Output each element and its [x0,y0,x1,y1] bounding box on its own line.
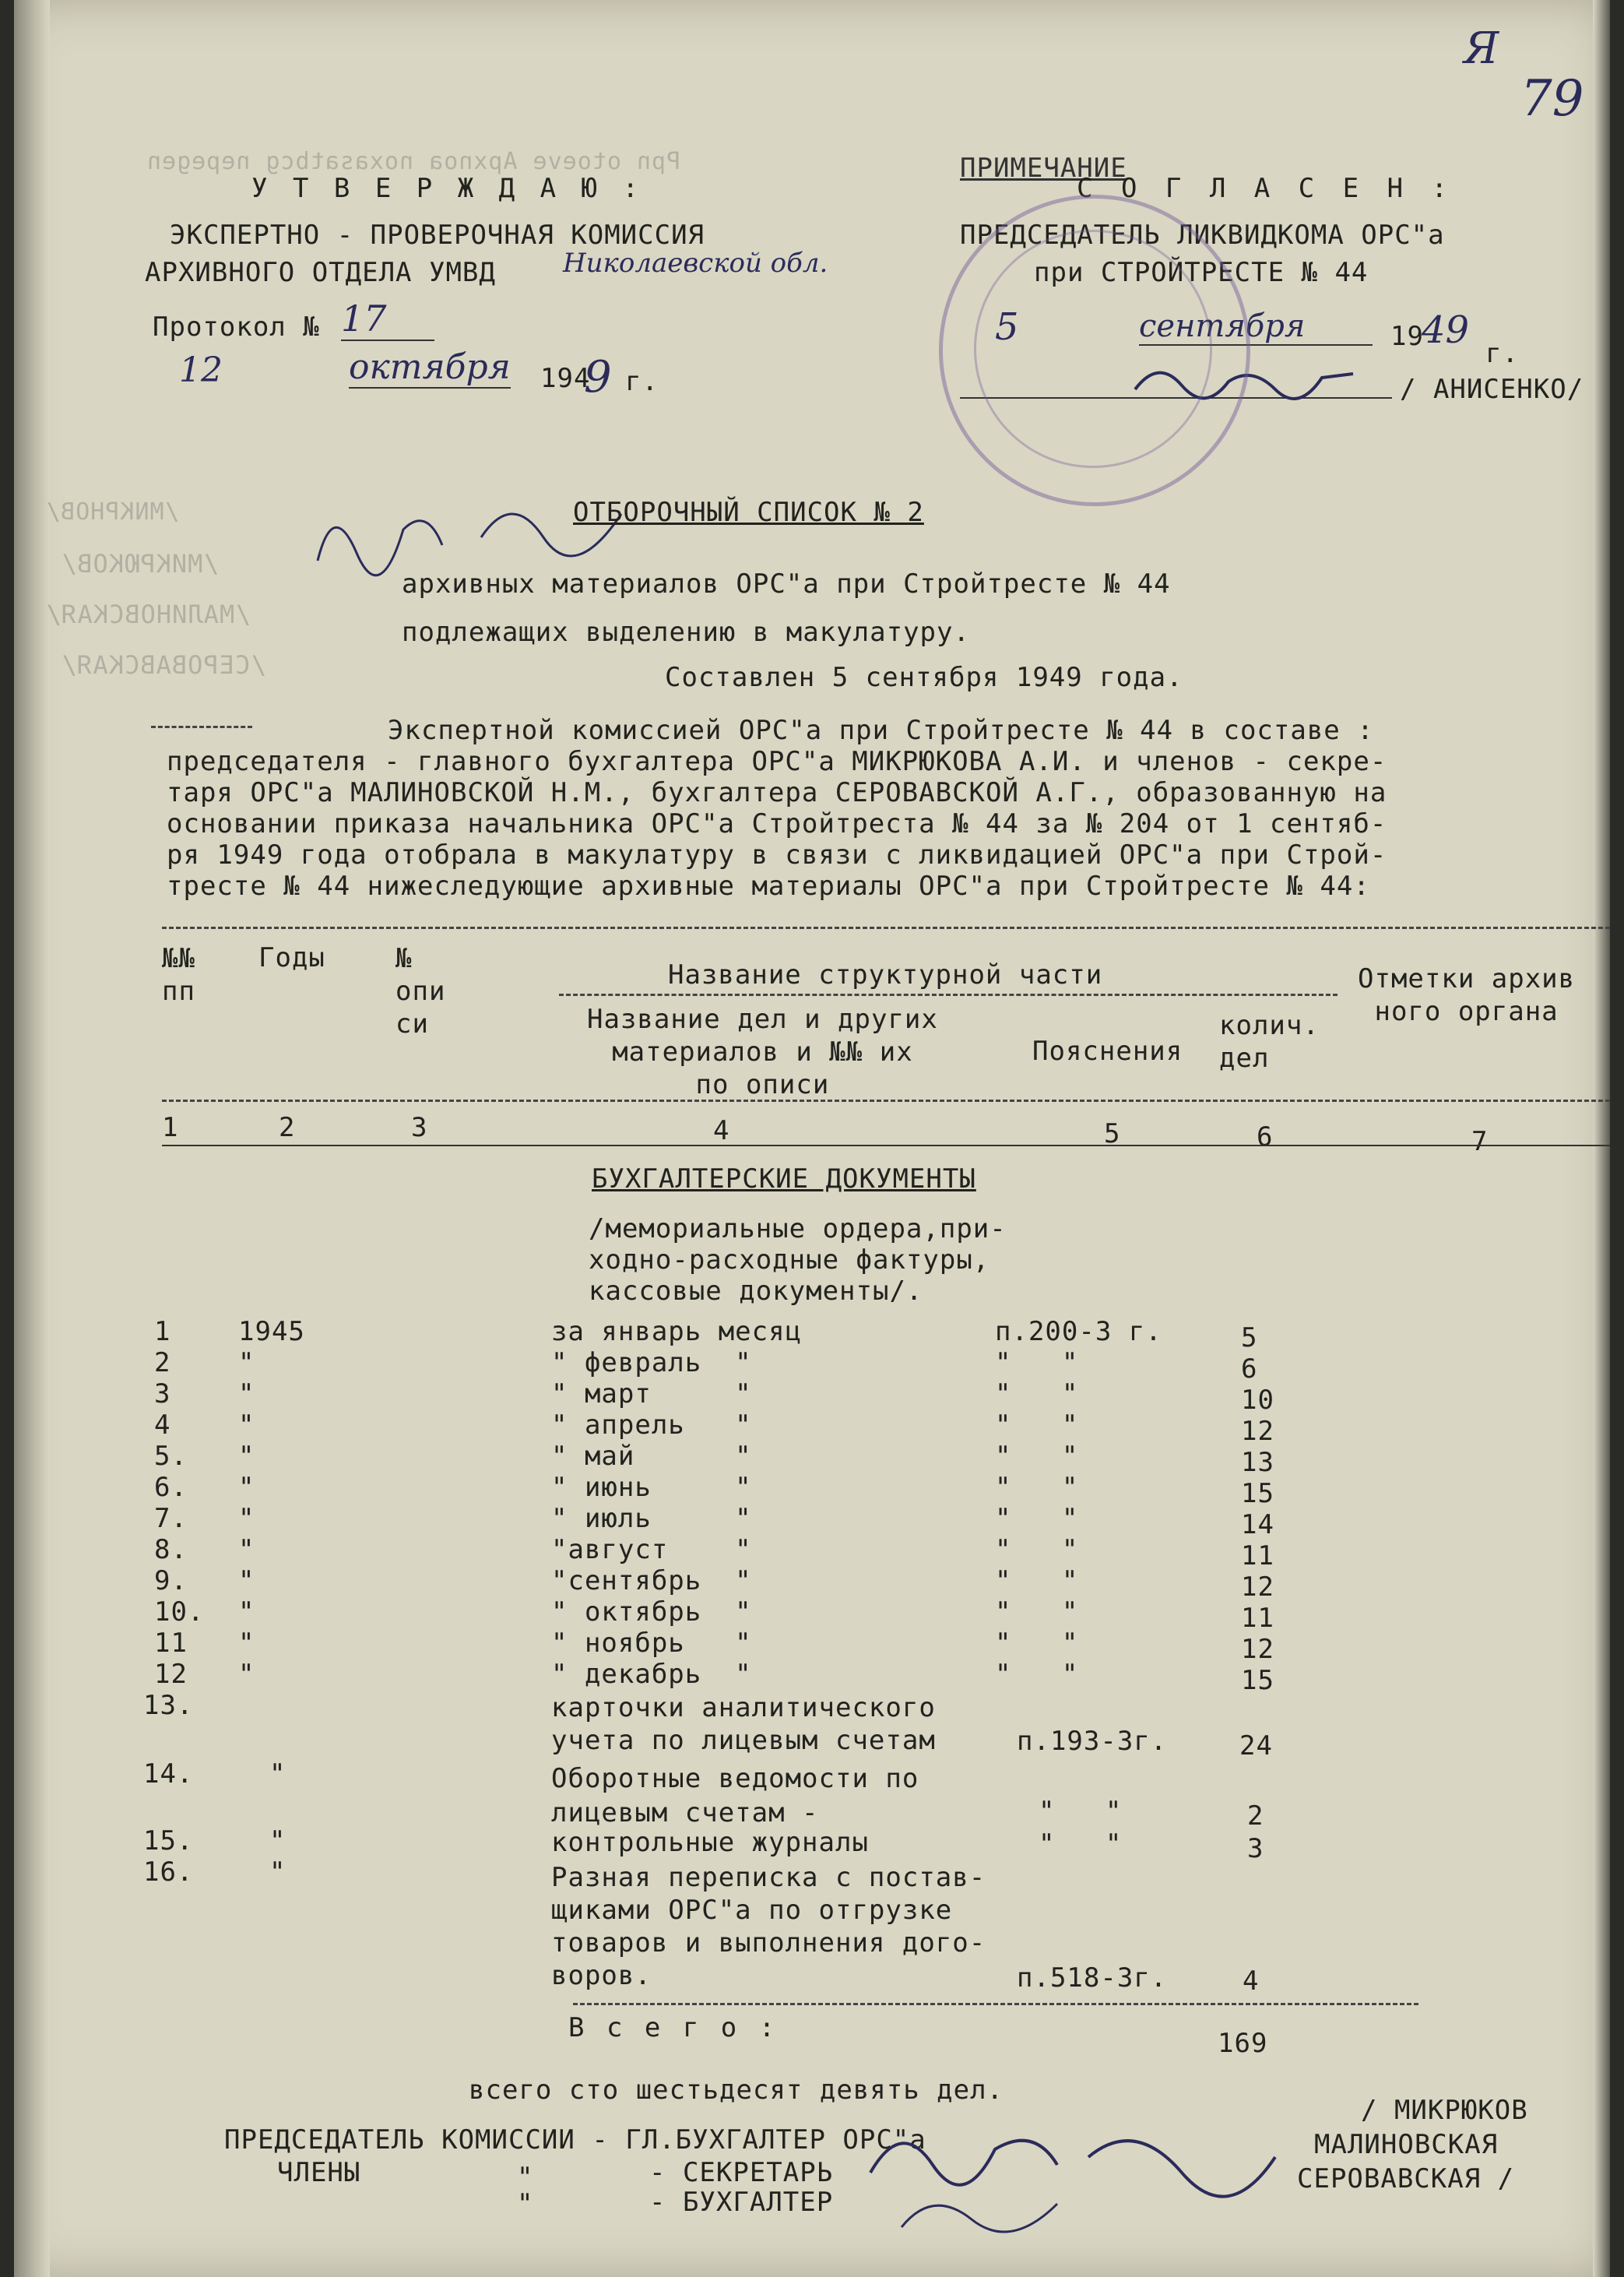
row-note: " " [995,1472,1079,1503]
row-count: 14 [1241,1509,1274,1540]
margin-name-2: /МАЛИНОВСКАЯ/ [45,600,251,629]
row-name: " май " [551,1441,752,1472]
approve-date-year-digit: 9 [584,352,612,403]
row-count: 10 [1241,1385,1274,1416]
col-header-notes: Пояснения [1032,1036,1183,1067]
agree-trust: при СТРОЙТРЕСТЕ № 44 [1034,257,1369,288]
approve-date-year: 194 [540,363,591,394]
col-number-1: 1 [162,1112,179,1143]
row-count: 12 [1241,1416,1274,1447]
total-in-words: всего сто шестьдесят девять дел. [469,2075,1004,2106]
agree-date-suffix: г. [1485,338,1519,369]
approve-date-suffix: г. [625,366,659,397]
row-14-number: 14. [143,1758,194,1790]
col-header-structure: Название структурной части [668,959,1103,991]
agree-stamp-word: ПРИМЕЧАНИЕ [960,153,1127,184]
round-stamp [939,195,1250,506]
footer-name-2: МАЛИНОВСКАЯ [1314,2129,1499,2160]
row-year: " [238,1596,255,1628]
members-quote-2: " [517,2188,534,2219]
col-header-nn: №№ пп [162,943,195,1007]
footer-name-3: СЕРОВАВСКАЯ / [1297,2163,1515,2194]
row-number: 4 [154,1409,171,1441]
agree-date-year-digit: 49 [1422,308,1470,352]
margin-name-1: /МИКРЮКОВ/ [61,549,219,579]
row-15-name: контрольные журналы [551,1827,869,1858]
col-number-rule [162,1145,1610,1146]
row-16-note: п.518-3г. [1017,1962,1168,1994]
col-number-3: 3 [411,1112,428,1143]
document-page [14,0,1610,2277]
row-year: " [238,1472,255,1503]
row-note: " " [995,1503,1079,1534]
protocol-label: Протокол № [153,311,320,343]
row-count: 11 [1241,1540,1274,1571]
paragraph-dash [151,726,252,728]
page-left-edge [14,0,50,2277]
row-name: " июнь " [551,1472,752,1503]
row-15-count: 3 [1247,1833,1264,1864]
corner-initial: Я [1464,23,1499,74]
accountant-label: - БУХГАЛТЕР [649,2187,834,2218]
approve-region-handwritten: Николаевской обл. [563,248,828,279]
body-line-5: ря 1949 года отобрала в макулатуру в связи с ликвидацией ОРС"а при Строй- [167,839,1387,871]
section-note: /мемориальные ордера,при- ходно-расходные фактуры, кассовые документы/. [589,1213,1007,1307]
row-number: 6. [154,1472,188,1503]
row-number: 8. [154,1534,188,1565]
approve-commission: ЭКСПЕРТНО - ПРОВЕРОЧНАЯ КОМИССИЯ [170,220,705,251]
row-name: "сентябрь " [551,1565,752,1596]
row-year: " [238,1378,255,1409]
row-count: 15 [1241,1478,1274,1509]
row-15-note: " " [1039,1828,1123,1860]
approve-date-day: 12 [179,350,223,390]
agree-date-year: 19 [1390,321,1424,352]
row-note: " " [995,1347,1079,1378]
row-14-name: Оборотные ведомости по лицевым счетам - [551,1763,919,1828]
members-quote-1: " [517,2162,534,2193]
row-note: " " [995,1378,1079,1409]
footer-signatures [855,2103,1291,2274]
secretary-label: - СЕКРЕТАРЬ [649,2157,834,2188]
row-14-count: 2 [1247,1800,1264,1832]
row-year: " [238,1441,255,1472]
row-name: " ноябрь " [551,1628,752,1659]
row-14-note: " " [1039,1796,1123,1827]
approve-archive-dept: АРХИВНОГО ОТДЕЛА УМВД [145,257,496,288]
protocol-number: 17 [341,297,434,341]
bleed-through-text: Ppn otoeve Apxnoa noxasatbcg nepegen [146,148,681,175]
agree-date-day: 5 [995,305,1019,349]
row-count: 15 [1241,1665,1274,1696]
row-13-name: карточки аналитического учета по лицевым счетам [551,1692,936,1756]
agree-title: С О Г Л А С Е Н : [1077,173,1454,204]
row-year: " [238,1628,255,1659]
row-name: " июль " [551,1503,752,1534]
col-header-names: Название дел и других материалов и №№ их по описи [587,1004,938,1100]
body-line-4: основании приказа начальника ОРС"а Стройтреста № 44 за № 204 от 1 сентяб- [167,808,1387,839]
row-note: " " [995,1409,1079,1441]
body-line-6: тресте № 44 нижеследующие архивные материалы ОРС"а при Стройтресте № 44: [167,871,1370,902]
section-title: БУХГАЛТЕРСКИЕ ДОКУМЕНТЫ [592,1163,976,1195]
col-header-opisi: № опи си [395,943,446,1040]
row-year: " [238,1565,255,1596]
row-number: 2 [154,1347,171,1378]
approve-date-month: октября [349,347,511,387]
document-subtitle-2: подлежащих выделению в макулатуру. [402,617,970,648]
col-header-archive: Отметки архив ного органа [1358,963,1576,1027]
bleed-through-left: /MNKPHOB/ [45,498,179,526]
row-year: 1945 [238,1316,305,1347]
page-right-edge [1593,0,1610,2277]
row-15-number: 15. [143,1825,194,1856]
row-year: " [238,1503,255,1534]
col-number-5: 5 [1104,1118,1121,1149]
page-number-handwritten: 79 [1520,70,1584,128]
header-mid-rule [559,994,1338,996]
row-number: 3 [154,1378,171,1409]
row-name: "август " [551,1534,752,1565]
row-15-year: " [269,1825,286,1856]
body-line-1: Экспертной комиссией ОРС"а при Стройтресте № 44 в составе : [388,715,1374,746]
agree-name: / АНИСЕНКО/ [1400,374,1584,405]
row-14-year: " [269,1758,286,1790]
row-note: " " [995,1628,1079,1659]
header-bottom-rule [162,1100,1610,1102]
margin-name-3: /СЕРОВАВСКАЯ/ [61,650,266,680]
row-name: " декабрь " [551,1659,752,1690]
row-name: " февраль " [551,1347,752,1378]
col-number-4: 4 [713,1115,730,1146]
row-count: 11 [1241,1603,1274,1634]
document-compiled-date: Составлен 5 сентября 1949 года. [665,662,1183,693]
row-number: 1 [154,1316,171,1347]
col-header-count: колич. дел [1219,1010,1320,1074]
row-count: 12 [1241,1634,1274,1665]
row-number: 12 [154,1659,188,1690]
agree-chairman: ПРЕДСЕДАТЕЛЬ ЛИКВИДКОМА ОРС"а [960,220,1445,251]
row-13-note: п.193-3г. [1017,1726,1168,1757]
col-number-6: 6 [1257,1121,1274,1153]
header-top-rule [162,927,1610,929]
row-note: " " [995,1534,1079,1565]
chairman-line: ПРЕДСЕДАТЕЛЬ КОМИССИИ - ГЛ.БУХГАЛТЕР ОРС"а [224,2124,926,2156]
row-year: " [238,1347,255,1378]
row-name: за январь месяц [551,1316,803,1347]
row-count: 6 [1241,1353,1258,1385]
total-label: В с е г о : [568,2012,779,2043]
row-number: 10. [154,1596,205,1628]
row-year: " [238,1534,255,1565]
row-13-count: 24 [1239,1730,1273,1761]
row-count: 5 [1241,1322,1258,1353]
col-number-7: 7 [1471,1126,1489,1157]
approve-title: У Т В Е Р Ж Д А Ю : [251,173,643,204]
row-count: 12 [1241,1571,1274,1603]
row-count: 13 [1241,1447,1274,1478]
row-note: " " [995,1565,1079,1596]
document-subtitle-1: архивных материалов ОРС"а при Стройтресте № 44 [402,568,1171,600]
row-13-number: 13. [143,1690,194,1721]
row-16-year: " [269,1856,286,1888]
row-year: " [238,1409,255,1441]
row-16-count: 4 [1243,1966,1260,1997]
row-note: п.200-3 г. [995,1316,1162,1347]
row-16-name: Разная переписка с постав- щиками ОРС"а по отгрузке товаров и выполнения дого- воров. [551,1862,986,1991]
row-name: " октябрь " [551,1596,752,1628]
row-number: 9. [154,1565,188,1596]
row-year: " [238,1659,255,1690]
row-name: " март " [551,1378,752,1409]
row-number: 7. [154,1503,188,1534]
document-title: ОТБОРОЧНЫЙ СПИСОК № 2 [573,497,924,528]
col-number-2: 2 [279,1112,296,1143]
row-name: " апрель " [551,1409,752,1441]
row-note: " " [995,1441,1079,1472]
footer-name-1: / МИКРЮКОВ [1361,2095,1528,2126]
row-note: " " [995,1659,1079,1690]
total-rule [573,2003,1418,2005]
total-value: 169 [1218,2028,1268,2059]
members-label: ЧЛЕНЫ [277,2157,361,2188]
body-line-3: таря ОРС"а МАЛИНОВСКОЙ Н.М., бухгалтера СЕРОВАВСКОЙ А.Г., образованную на [167,777,1387,808]
row-number: 11 [154,1628,188,1659]
agree-date-month: сентября [1139,308,1373,346]
row-number: 5. [154,1441,188,1472]
row-16-number: 16. [143,1856,194,1888]
col-header-years: Годы [258,942,325,973]
body-line-2: председателя - главного бухгалтера ОРС"а МИКРЮКОВА А.И. и членов - секре- [167,746,1387,777]
row-note: " " [995,1596,1079,1628]
